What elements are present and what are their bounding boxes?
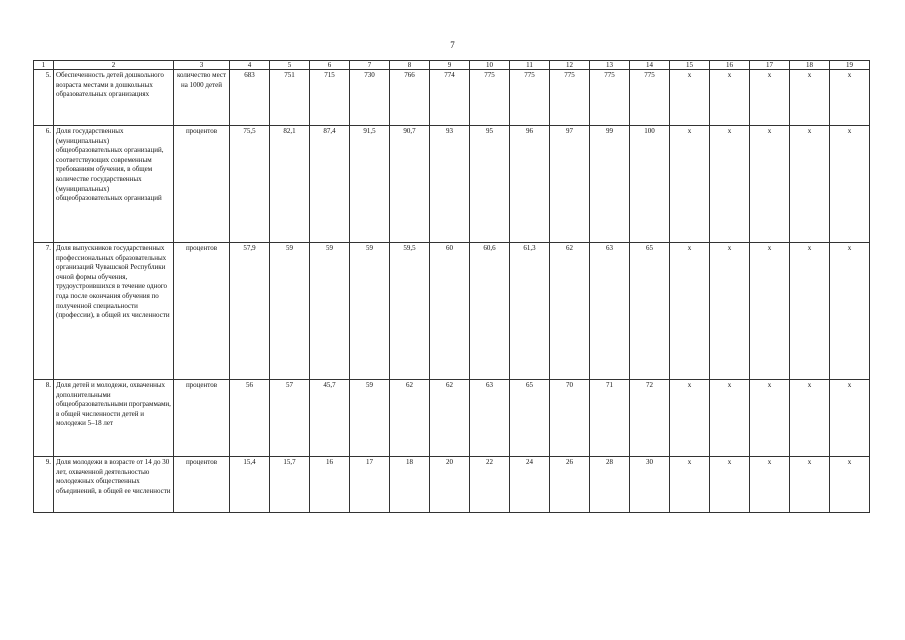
value-cell: 82,1: [270, 126, 310, 243]
column-number-cell: 16: [710, 61, 750, 70]
value-cell: 100: [630, 126, 670, 243]
value-cell: 24: [510, 457, 550, 513]
value-cell: 63: [590, 243, 630, 380]
value-cell: 72: [630, 380, 670, 457]
column-number-cell: 7: [350, 61, 390, 70]
value-cell: x: [710, 380, 750, 457]
column-number-cell: 18: [790, 61, 830, 70]
unit-cell: количество мест на 1000 детей: [174, 70, 230, 126]
value-cell: 18: [390, 457, 430, 513]
value-cell: x: [670, 70, 710, 126]
value-cell: x: [790, 380, 830, 457]
value-cell: x: [750, 457, 790, 513]
indicator-description-cell: Доля государственных (муниципальных) общеобразовательных организаций, соответствующих современным требованиям обучения, в общем количестве государственных (муниципальных) общеобразовательных организаций: [54, 126, 174, 243]
value-cell: 15,4: [230, 457, 270, 513]
value-cell: 59: [350, 243, 390, 380]
column-number-cell: 2: [54, 61, 174, 70]
indicator-row: [34, 70, 870, 126]
column-number-cell: 10: [470, 61, 510, 70]
value-cell: 751: [270, 70, 310, 126]
value-cell: 26: [550, 457, 590, 513]
value-cell: 775: [510, 70, 550, 126]
value-cell: x: [830, 126, 870, 243]
value-cell: x: [670, 243, 710, 380]
column-number-cell: 3: [174, 61, 230, 70]
value-cell: 17: [350, 457, 390, 513]
value-cell: x: [830, 243, 870, 380]
indicator-row: [34, 126, 870, 243]
indicator-description-cell: Обеспеченность детей дошкольного возраста местами в дошкольных образовательных организациях: [54, 70, 174, 126]
value-cell: 715: [310, 70, 350, 126]
value-cell: 62: [550, 243, 590, 380]
column-number-cell: 6: [310, 61, 350, 70]
value-cell: 28: [590, 457, 630, 513]
value-cell: 16: [310, 457, 350, 513]
indicator-row: [34, 243, 870, 380]
value-cell: 90,7: [390, 126, 430, 243]
value-cell: x: [750, 243, 790, 380]
row-number-cell: 5.: [34, 70, 54, 126]
value-cell: 99: [590, 126, 630, 243]
value-cell: 62: [430, 380, 470, 457]
value-cell: x: [710, 457, 750, 513]
column-number-cell: 1: [34, 61, 54, 70]
value-cell: x: [670, 457, 710, 513]
row-number-cell: 7.: [34, 243, 54, 380]
value-cell: 56: [230, 380, 270, 457]
row-number-cell: 8.: [34, 380, 54, 457]
column-number-cell: 14: [630, 61, 670, 70]
value-cell: x: [830, 457, 870, 513]
value-cell: x: [830, 70, 870, 126]
value-cell: x: [670, 380, 710, 457]
value-cell: 96: [510, 126, 550, 243]
indicators-table: [33, 60, 870, 513]
column-number-cell: 13: [590, 61, 630, 70]
value-cell: 93: [430, 126, 470, 243]
column-number-cell: 4: [230, 61, 270, 70]
value-cell: 766: [390, 70, 430, 126]
unit-cell: процентов: [174, 126, 230, 243]
value-cell: 57,9: [230, 243, 270, 380]
value-cell: 15,7: [270, 457, 310, 513]
column-number-cell: 5: [270, 61, 310, 70]
value-cell: 65: [630, 243, 670, 380]
value-cell: 775: [470, 70, 510, 126]
value-cell: 95: [470, 126, 510, 243]
row-number-cell: 6.: [34, 126, 54, 243]
value-cell: 683: [230, 70, 270, 126]
column-number-cell: 17: [750, 61, 790, 70]
value-cell: 45,7: [310, 380, 350, 457]
value-cell: 75,5: [230, 126, 270, 243]
row-number-cell: 9.: [34, 457, 54, 513]
unit-cell: процентов: [174, 457, 230, 513]
value-cell: 63: [470, 380, 510, 457]
indicator-description-cell: Доля молодежи в возрасте от 14 до 30 лет, охваченной деятельностью молодежных общественных объединений, в общей ее численности: [54, 457, 174, 513]
value-cell: 775: [630, 70, 670, 126]
value-cell: 59: [310, 243, 350, 380]
value-cell: x: [670, 126, 710, 243]
column-number-cell: 9: [430, 61, 470, 70]
column-number-cell: 8: [390, 61, 430, 70]
value-cell: 87,4: [310, 126, 350, 243]
value-cell: 61,3: [510, 243, 550, 380]
value-cell: 70: [550, 380, 590, 457]
page-number: 7: [450, 40, 455, 50]
value-cell: 97: [550, 126, 590, 243]
value-cell: x: [710, 243, 750, 380]
value-cell: x: [790, 457, 830, 513]
value-cell: 71: [590, 380, 630, 457]
value-cell: x: [710, 70, 750, 126]
value-cell: 91,5: [350, 126, 390, 243]
indicator-description-cell: Доля выпускников государственных профессиональных образовательных организаций Чувашской Республики очной формы обучения, трудоустроившихся в течение одного года после окончания обучения по полученной специальности (профессии), в общей их численности: [54, 243, 174, 380]
value-cell: 59,5: [390, 243, 430, 380]
value-cell: x: [830, 380, 870, 457]
value-cell: x: [750, 126, 790, 243]
value-cell: 65: [510, 380, 550, 457]
value-cell: x: [750, 380, 790, 457]
value-cell: 60,6: [470, 243, 510, 380]
value-cell: x: [790, 126, 830, 243]
indicator-description-cell: Доля детей и молодежи, охваченных дополнительными общеобразовательными программами, в общей численности детей и молодежи 5–18 лет: [54, 380, 174, 457]
column-number-row: [34, 61, 870, 70]
column-number-cell: 19: [830, 61, 870, 70]
unit-cell: процентов: [174, 380, 230, 457]
value-cell: 775: [590, 70, 630, 126]
value-cell: x: [710, 126, 750, 243]
value-cell: 775: [550, 70, 590, 126]
column-number-cell: 12: [550, 61, 590, 70]
value-cell: 20: [430, 457, 470, 513]
value-cell: 30: [630, 457, 670, 513]
value-cell: 59: [270, 243, 310, 380]
value-cell: 22: [470, 457, 510, 513]
unit-cell: процентов: [174, 243, 230, 380]
value-cell: x: [790, 243, 830, 380]
value-cell: 60: [430, 243, 470, 380]
value-cell: 59: [350, 380, 390, 457]
column-number-cell: 15: [670, 61, 710, 70]
value-cell: 774: [430, 70, 470, 126]
value-cell: 57: [270, 380, 310, 457]
value-cell: 730: [350, 70, 390, 126]
indicator-row: [34, 380, 870, 457]
column-number-cell: 11: [510, 61, 550, 70]
value-cell: x: [790, 70, 830, 126]
value-cell: x: [750, 70, 790, 126]
value-cell: 62: [390, 380, 430, 457]
indicator-row: [34, 457, 870, 513]
